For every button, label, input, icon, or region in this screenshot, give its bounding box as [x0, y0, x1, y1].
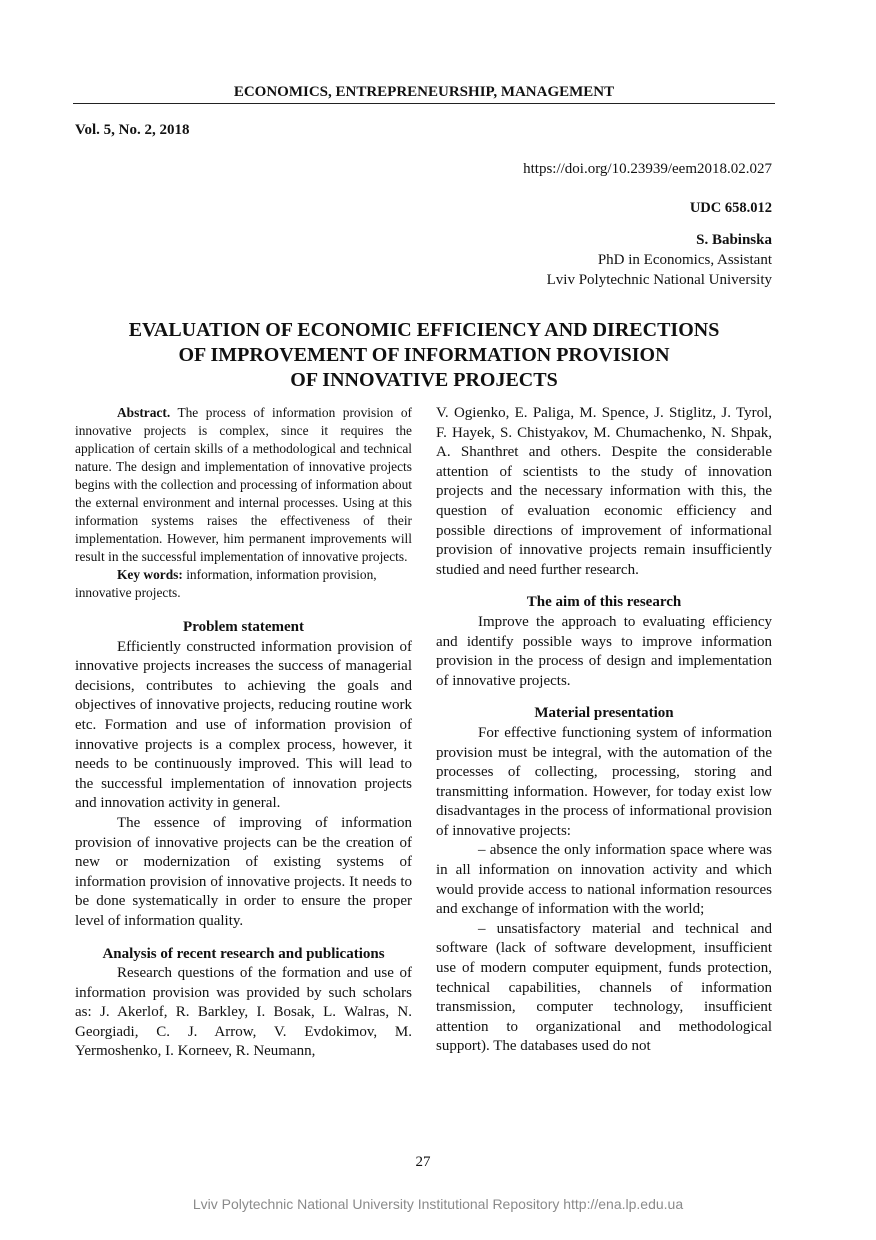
analysis-section	[75, 945, 412, 1063]
volume-info: Vol. 5, No. 2, 2018	[75, 122, 190, 138]
section-heading: Analysis of recent research and publications	[102, 945, 385, 962]
article-title-line: OF IMPROVEMENT OF INFORMATION PROVISION	[178, 344, 670, 366]
doi-link[interactable]: https://doi.org/10.23939/eem2018.02.027	[523, 161, 772, 177]
repository-footer[interactable]: Lviv Polytechnic National University Institutional Repository http://ena.lp.edu.ua	[192, 1196, 684, 1212]
body-paragraph: The essence of improving of information provision of innovative projects can be the creation of new or modernization of existing systems of information provision of innovative projects. It needs to be done systematically in order to ensure the proper level of information quality.	[75, 814, 412, 929]
abstract-block	[75, 404, 412, 602]
keywords-text: information, information provision, innovative projects.	[75, 567, 377, 600]
abstract-label: Abstract.	[117, 405, 171, 420]
keywords-paragraph	[75, 566, 412, 602]
body-paragraph: Improve the approach to evaluating efficiency and identify possible ways to improve information provision in the process of design and implementation of innovative projects.	[436, 613, 772, 689]
author-name: S. Babinska	[696, 232, 772, 248]
article-title-line: EVALUATION OF ECONOMIC EFFICIENCY AND DIRECTIONS	[128, 319, 720, 341]
problem-section	[75, 618, 412, 932]
list-item: – unsatisfactory material and technical and software (lack of software development, insufficient use of modern computer equipment, funds protection, technical capabilities, channels of information transmission, computer technology, insufficient attention to organizational and methodological support). The databases used do not	[436, 920, 772, 1055]
body-paragraph: For effective functioning system of information provision must be integral, with the automation of the processes of collecting, processing, storing and transmitting information. However, for today exist low disadvantages in the process of informational provision of innovative projects:	[436, 724, 772, 839]
material-section	[436, 704, 772, 1057]
page-number: 27	[415, 1154, 431, 1170]
article-title	[73, 318, 775, 393]
body-paragraph: Research questions of the formation and use of information provision was provided by such scholars as: J. Akerlof, R. Barkley, I. Bosak, L. Walras, N. Georgiadi, C. J. Arrow, V. Evdokimov, M. Yermoshenko, I. Korneev, R. Neumann,	[75, 965, 412, 1060]
right-column	[436, 404, 772, 1057]
abstract-text: The process of information provision of innovative projects is complex, since it requires the application of certain skills of a methodological and technical nature. The design and implementation of innovative projects begins with the collection and processing of information about the external environment and internal processes. Using at this information systems raises the effectiveness of their implementation. However, him permanent improvements will result in the successful implementation of innovative projects.	[75, 405, 412, 564]
section-heading: The aim of this research	[526, 594, 682, 611]
journal-section-header: ECONOMICS, ENTREPRENEURSHIP, MANAGEMENT	[73, 84, 775, 104]
udc-code: UDC 658.012	[689, 200, 772, 216]
abstract-paragraph	[75, 404, 412, 566]
author-degree: PhD in Economics, Assistant	[597, 252, 772, 268]
keywords-label: Key words:	[117, 567, 183, 582]
body-paragraph: Efficiently constructed information provision of innovative projects increases the success of managerial decisions, contributes to achieving the goals and objectives of innovative projects, reducing routine work etc. Formation and use of information provision of innovative projects is a complex process, however, it needs to be continuously improved. This will lead to the successful implementation of innovation projects and innovation activity in general.	[75, 638, 412, 812]
left-column	[75, 404, 412, 1062]
body-paragraph: V. Ogienko, E. Paliga, M. Spence, J. Stiglitz, J. Tyrol, F. Hayek, S. Chistyakov, M. Chumachenko, N. Shpak, A. Shanthret and others. Despite the considerable attention of scientists to the study of innovation projects and the necessary information with this, the question of evaluation economic efficiency and possible directions of improvement of informational provision of innovative projects remain insufficiently studied and need further research.	[436, 405, 772, 578]
analysis-continued	[436, 404, 772, 580]
list-item: – absence the only information space where was in all information on innovation activity and which would provide access to national information resources and exchange of information with the world;	[436, 842, 772, 918]
section-heading: Problem statement	[183, 619, 304, 635]
article-title-line: OF INNOVATIVE PROJECTS	[290, 369, 558, 391]
section-heading: Material presentation	[534, 705, 674, 722]
author-affiliation: Lviv Polytechnic National University	[546, 272, 772, 288]
aim-section	[436, 593, 772, 691]
author-block	[547, 230, 772, 290]
